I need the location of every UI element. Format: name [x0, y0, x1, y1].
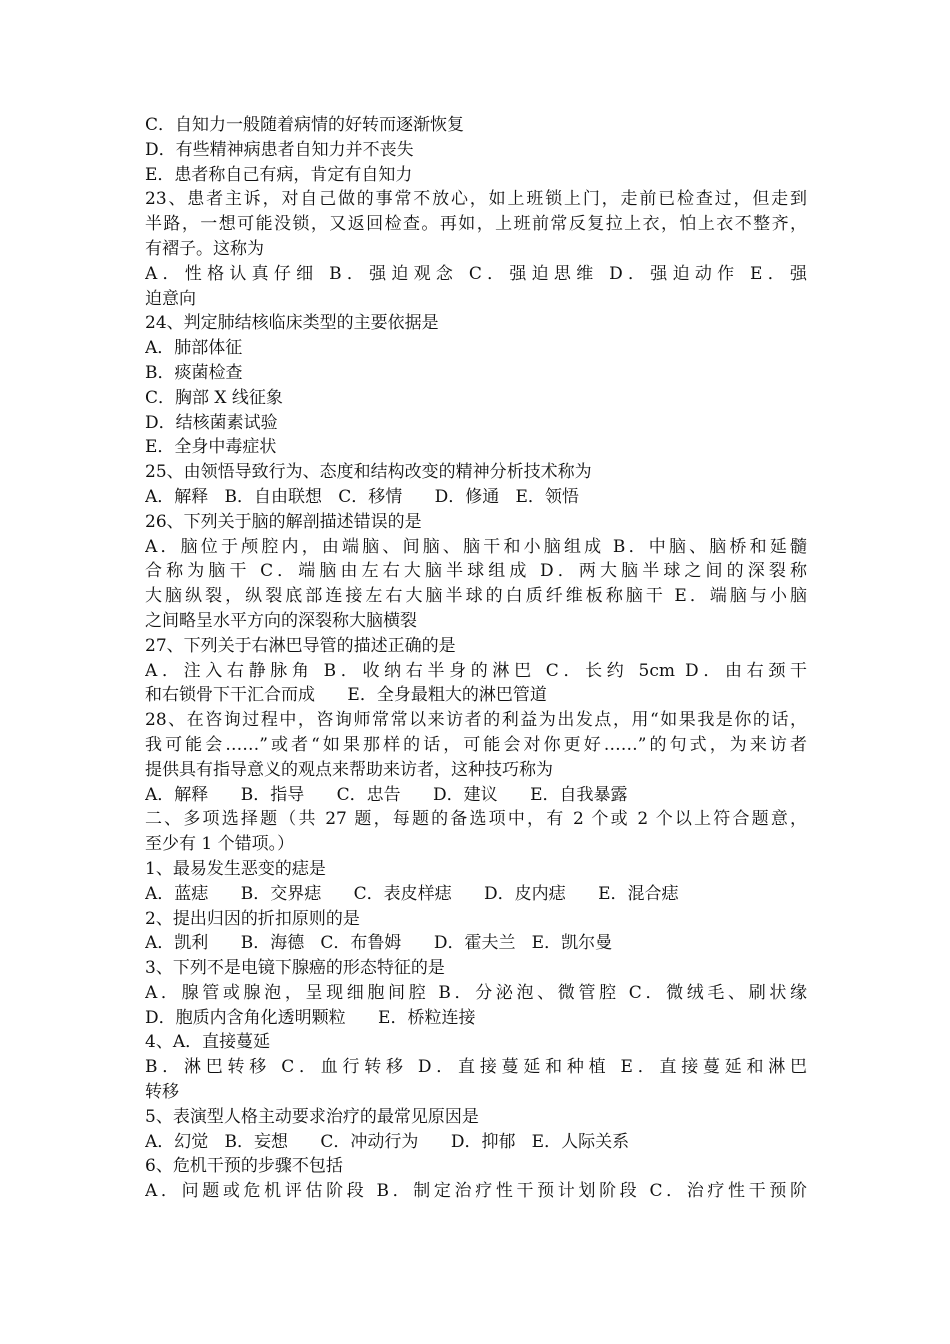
text-line: 提供具有指导意义的观点来帮助来访者，这种技巧称为: [145, 759, 553, 780]
text-line: C．胸部 X 线征象: [145, 387, 283, 408]
text-line: 有褶子。这称为: [145, 238, 264, 259]
text-line: 5、表演型人格主动要求治疗的最常见原因是: [145, 1106, 479, 1127]
text-line: 合称为脑干 C．端脑由左右大脑半球组成 D．两大脑半球之间的深裂称: [145, 561, 807, 582]
text-line: 和右锁骨下干汇合而成 E．全身最粗大的淋巴管道: [145, 685, 547, 706]
text-line: A．解释 B．指导 C．忠告 D．建议 E．自我暴露: [145, 784, 628, 805]
text-line: A．凯利 B．海德 C．布鲁姆 D．霍夫兰 E．凯尔曼: [145, 933, 613, 954]
text-line: C．自知力一般随着病情的好转而逐渐恢复: [145, 115, 465, 135]
text-line: 3、下列不是电镜下腺癌的形态特征的是: [145, 958, 445, 979]
text-line: 24、判定肺结核临床类型的主要依据是: [145, 313, 439, 334]
document-page: [145, 113, 807, 1204]
text-line: B．淋巴转移 C．血行转移 D．直接蔓延和种植 E．直接蔓延和淋巴: [145, 1057, 807, 1078]
text-line: 大脑纵裂，纵裂底部连接左右大脑半球的白质纤维板称脑干 E．端脑与小脑: [145, 586, 807, 607]
text-line: A．腺管或腺泡，呈现细胞间腔 B．分泌泡、微管腔 C．微绒毛、刷状缘: [145, 982, 807, 1003]
text-line: 1、最易发生恶变的痣是: [145, 858, 326, 879]
text-line: 27、下列关于右淋巴导管的描述正确的是: [145, 635, 456, 656]
text-line: 6、危机干预的步骤不包括: [145, 1156, 343, 1177]
text-line: 26、下列关于脑的解剖描述错误的是: [145, 511, 422, 532]
text-line: 28、在咨询过程中，咨询师常常以来访者的利益为出发点，用“如果我是你的话，: [145, 710, 807, 731]
text-line: A．性格认真仔细 B．强迫观念 C．强迫思维 D．强迫动作 E．强: [145, 263, 807, 284]
text-line: D．结核菌素试验: [145, 412, 278, 433]
text-line: 25、由领悟导致行为、态度和结构改变的精神分析技术称为: [145, 462, 592, 483]
text-line: 二、多项选择题（共 27 题，每题的备选项中，有 2 个或 2 个以上符合题意，: [145, 809, 807, 830]
text-line: A．幻觉 B．妄想 C．冲动行为 D．抑郁 E．人际关系: [145, 1131, 630, 1152]
text-line: 我可能会……”或者“如果那样的话，可能会对你更好……”的句式，为来访者: [145, 734, 807, 755]
text-line: E．全身中毒症状: [145, 437, 277, 458]
text-line: E．患者称自己有病，肯定有自知力: [145, 164, 413, 185]
text-line: A．问题或危机评估阶段 B．制定治疗性干预计划阶段 C．治疗性干预阶: [145, 1181, 807, 1202]
text-line: 之间略呈水平方向的深裂称大脑横裂: [145, 610, 417, 631]
text-line: 4、A．直接蔓延: [145, 1032, 271, 1053]
text-line: 半路，一想可能没锁，又返回检查。再如，上班前常反复拉上衣，怕上衣不整齐，: [145, 214, 807, 235]
text-line: A．蓝痣 B．交界痣 C．表皮样痣 D．皮内痣 E．混合痣: [145, 883, 679, 904]
text-line: 23、患者主诉，对自己做的事常不放心，如上班锁上门，走前已检查过，但走到: [145, 189, 807, 210]
text-line: A．脑位于颅腔内，由端脑、间脑、脑干和小脑组成 B．中脑、脑桥和延髓: [145, 536, 807, 557]
text-line: D．胞质内含角化透明颗粒 E．桥粒连接: [145, 1007, 476, 1028]
text-line: B．痰菌检查: [145, 362, 243, 383]
text-line: A．解释 B．自由联想 C．移情 D．修通 E．领悟: [145, 486, 579, 507]
text-line: 转移: [145, 1082, 179, 1103]
text-line: A．肺部体征: [145, 338, 243, 359]
text-line: 至少有 1 个错项。）: [145, 834, 295, 855]
text-line: D．有些精神病患者自知力并不丧失: [145, 139, 414, 160]
text-line: 2、提出归因的折扣原则的是: [145, 908, 360, 929]
text-line: 迫意向: [145, 288, 196, 309]
text-line: A．注入右静脉角 B．收纳右半身的淋巴 C．长约 5cm D．由右颈干: [145, 660, 807, 681]
